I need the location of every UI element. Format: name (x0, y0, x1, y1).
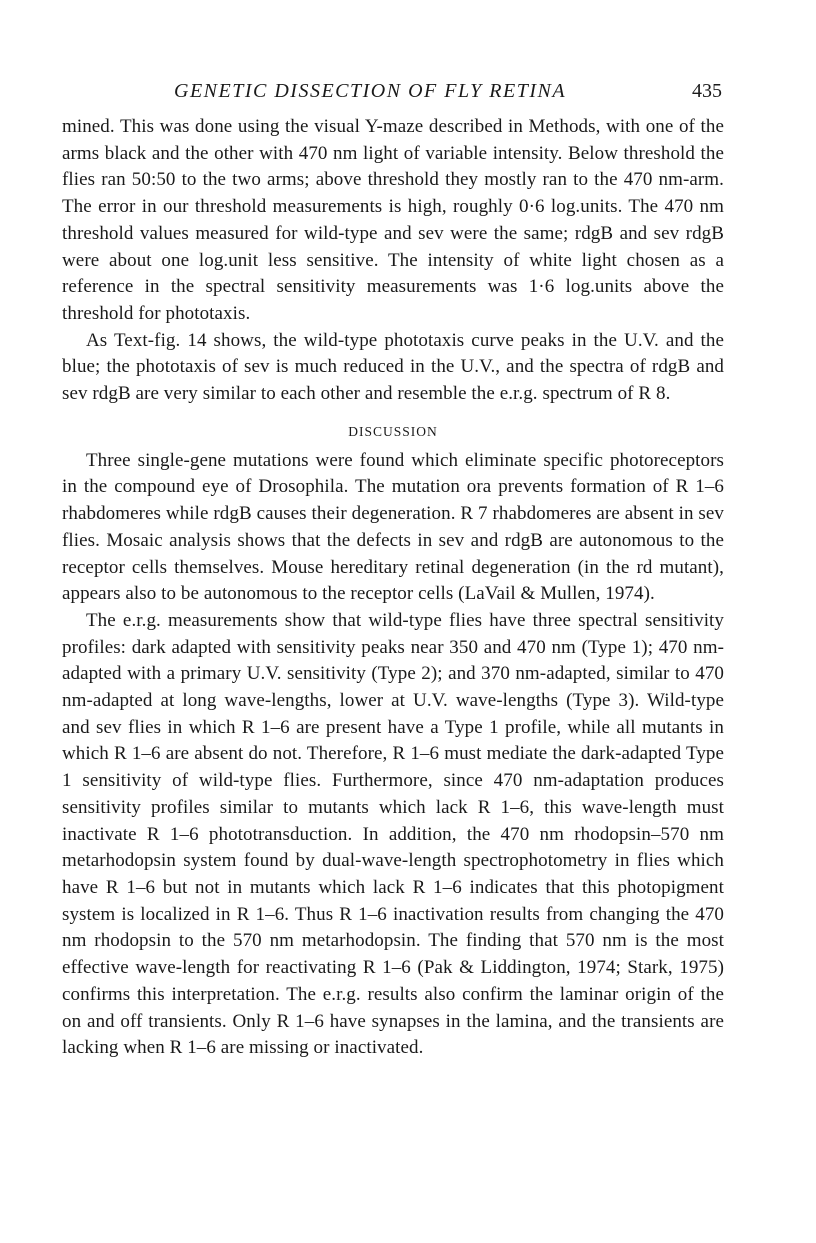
body-paragraph-1: mined. This was done using the visual Y-maze described in Methods, with one of the arms black and the other with 470 nm light of variable intensity. Below threshold the flies ran 50:50 to the two arms; above threshold they mostly ran to the 470 nm-arm. The error in our threshold measurements is high, roughly 0·6 log.units. The 470 nm threshold values measured for wild-type and sev were the same; rdgB and sev rdgB were about one log.unit less sensitive. The intensity of white light chosen as a reference in the spectral sensitivity measurements was 1·6 log.units above the threshold for phototaxis. (62, 116, 724, 324)
section-heading-discussion: DISCUSSION (348, 423, 438, 439)
page-number: 435 (692, 80, 722, 102)
discussion-paragraph-1: Three single-gene mutations were found which eliminate specific photoreceptors in the compound eye of Drosophila. The mutation ora prevents formation of R 1–6 rhabdomeres while rdgB causes their degeneration. R 7 rhabdomeres are absent in sev flies. Mosaic analysis shows that the defects in sev and rdgB are autonomous to the receptor cells themselves. Mouse hereditary retinal degeneration (in the rd mutant), appears also to be autonomous to the receptor cells (LaVail & Mullen, 1974). (62, 449, 724, 605)
discussion-paragraph-2: The e.r.g. measurements show that wild-type flies have three spectral sensitivity profiles: dark adapted with sensitivity peaks near 350 and 470 nm (Type 1); 470 nm-adapted with a primary U.V. sensitivity (Type 2); and 370 nm-adapted, similar to 470 nm-adapted at long wave-lengths, lower at U.V. wave-lengths (Type 3). Wild-type and sev flies in which R 1–6 are present have a Type 1 profile, while all mutants in which R 1–6 are absent do not. Therefore, R 1–6 must mediate the dark-adapted Type 1 sensitivity of wild-type flies. Furthermore, since 470 nm-adaptation produces sensitivity profiles similar to mutants which lack R 1–6, this wave-length must inactivate R 1–6 phototransduction. In addition, the 470 nm rhodopsin–570 nm metarhodopsin system found by dual-wave-length spectrophotometry in flies which have R 1–6 but not in mutants which lack R 1–6 indicates that this photopigment system is localized in R 1–6. Thus R 1–6 inactivation results from changing the 470 nm rhodopsin to the 570 nm metarhodopsin. The finding that 570 nm is the most effective wave-length for reactivating R 1–6 (Pak & Liddington, 1974; Stark, 1975) confirms this interpretation. The e.r.g. results also confirm the laminar origin of the on and off transients. Only R 1–6 have synapses in the lamina, and the transients are lacking when R 1–6 are missing or inactivated. (62, 609, 724, 1059)
body-paragraph-2: As Text-fig. 14 shows, the wild-type phototaxis curve peaks in the U.V. and the blue; the phototaxis of sev is much reduced in the U.V., and the spectra of rdgB and sev rdgB are very similar to each other and resemble the e.r.g. spectrum of R 8. (62, 329, 724, 405)
page (62, 80, 724, 1062)
running-head-title: GENETIC DISSECTION OF FLY RETINA (174, 80, 567, 102)
running-head (62, 80, 724, 104)
